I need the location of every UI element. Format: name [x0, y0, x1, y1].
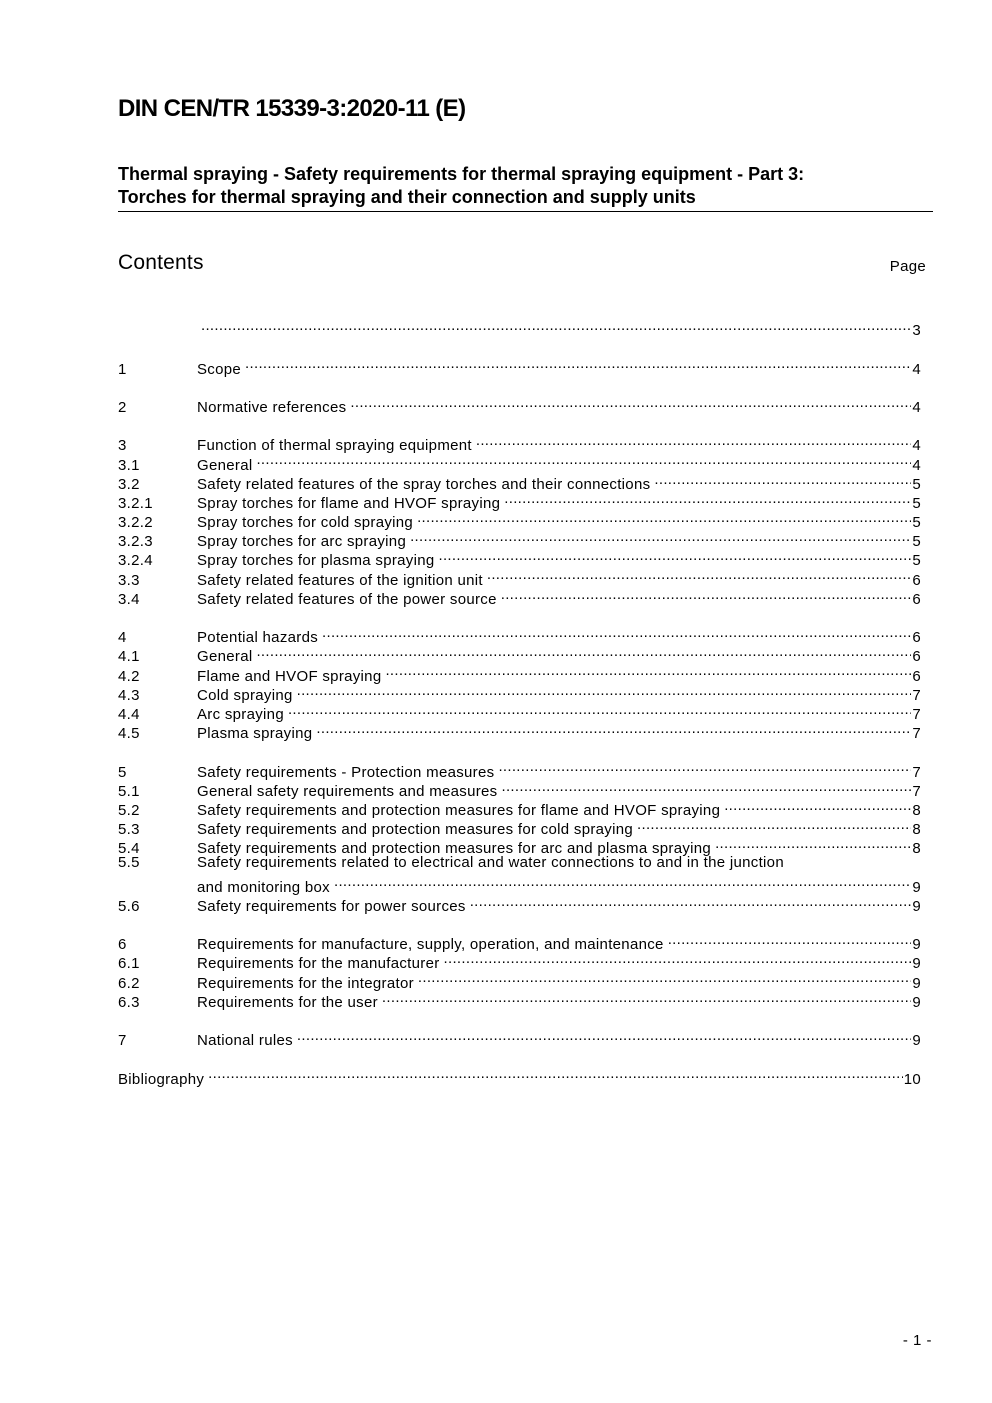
toc-dot-leader — [504, 489, 911, 508]
toc-entry-title: Spray torches for arc spraying — [197, 533, 407, 551]
toc-entry-page: 6 — [912, 590, 921, 608]
toc-entry-page: 7 — [912, 782, 921, 800]
toc-entry-number: 7 — [118, 1032, 127, 1050]
toc-dot-leader — [501, 777, 911, 796]
page-column-heading: Page — [889, 258, 926, 275]
toc-dot-leader — [637, 815, 911, 834]
toc-dot-leader — [487, 565, 911, 584]
toc-entry-number: 5 — [118, 763, 127, 781]
toc-entry-title: Normative references — [197, 398, 347, 416]
toc-entry-page: 10 — [903, 1070, 921, 1088]
toc-dot-leader — [297, 1026, 911, 1045]
contents-heading: Contents — [118, 251, 204, 274]
toc-entry-title: Safety related features of the ignition unit — [197, 571, 483, 589]
toc-entry-title: Flame and HVOF spraying — [197, 667, 382, 685]
toc-entry-number: 3 — [118, 437, 127, 455]
toc-entry-title: General — [197, 456, 253, 474]
toc-entry-number: 5.6 — [118, 897, 140, 915]
toc-entry-title: Safety requirements related to electrical and water connections to and in the junction — [197, 854, 784, 872]
toc-dot-leader — [382, 988, 911, 1007]
toc-entry-title: Requirements for the manufacturer — [197, 955, 440, 973]
toc-entry-title: Spray torches for flame and HVOF spraying — [197, 494, 501, 512]
toc-entry[interactable] — [118, 1026, 921, 1050]
toc-dot-leader — [288, 700, 911, 719]
document-id: DIN CEN/TR 15339-3:2020-11 (E) — [118, 95, 466, 122]
toc-entry[interactable] — [118, 354, 921, 378]
toc-dot-leader — [410, 527, 911, 546]
toc-entry-title: Safety requirements and protection measures for cold spraying — [197, 821, 634, 839]
toc-entry-number: 5.1 — [118, 782, 140, 800]
toc-entry-number: 4.3 — [118, 686, 140, 704]
toc-entry-number: 3.2.1 — [118, 494, 153, 512]
toc-entry-title: Spray torches for plasma spraying — [197, 552, 435, 570]
toc-entry-title: Function of thermal spraying equipment — [197, 437, 472, 455]
toc-entry[interactable] — [118, 431, 921, 455]
toc-dot-leader — [201, 316, 911, 335]
toc-entry-number: 6.3 — [118, 993, 140, 1011]
table-of-contents — [118, 316, 921, 1088]
toc-dot-leader — [297, 681, 912, 700]
toc-entry[interactable] — [118, 316, 921, 340]
toc-entry-page: 4 — [912, 437, 921, 455]
toc-dot-leader — [417, 508, 911, 527]
toc-entry-title: Bibliography — [118, 1070, 205, 1088]
toc-entry-bibliography[interactable] — [118, 1064, 921, 1088]
toc-entry[interactable] — [118, 757, 921, 781]
toc-entry-page: 7 — [912, 705, 921, 723]
toc-entry-title: Safety related features of the power source — [197, 590, 497, 608]
toc-dot-leader — [208, 1064, 903, 1083]
toc-entry-number: 3.2.4 — [118, 552, 153, 570]
toc-dot-leader — [470, 892, 912, 911]
toc-dot-leader — [350, 393, 911, 412]
toc-dot-leader — [385, 661, 911, 680]
toc-entry-number: 3.2.3 — [118, 533, 153, 551]
toc-dot-leader — [245, 354, 911, 373]
toc-entry-page: 9 — [912, 974, 921, 992]
toc-entry-title: Plasma spraying — [197, 725, 313, 743]
toc-entry-page: 7 — [912, 686, 921, 704]
toc-entry-title: Requirements for the integrator — [197, 974, 414, 992]
toc-entry-page: 9 — [912, 897, 921, 915]
toc-dot-leader — [476, 431, 911, 450]
toc-entry-title: Arc spraying — [197, 705, 284, 723]
toc-entry-page: 5 — [912, 494, 921, 512]
toc-entry[interactable] — [118, 930, 921, 954]
toc-entry-page: 5 — [912, 514, 921, 532]
toc-entry-page: 8 — [912, 801, 921, 819]
toc-dot-leader — [654, 470, 911, 489]
toc-entry-page: 6 — [912, 571, 921, 589]
toc-entry-title: National rules — [197, 1032, 293, 1050]
toc-entry-number: 3.1 — [118, 456, 140, 474]
toc-entry-number: 5.5 — [118, 854, 140, 872]
toc-entry-number: 3.4 — [118, 590, 140, 608]
toc-entry-number: 1 — [118, 360, 127, 378]
toc-dot-leader — [322, 623, 911, 642]
toc-entry-number: 4.4 — [118, 705, 140, 723]
toc-entry-title: General safety requirements and measures — [197, 782, 498, 800]
toc-dot-leader — [724, 796, 911, 815]
toc-entry-number: 4 — [118, 629, 127, 647]
toc-entry-number: 2 — [118, 398, 127, 416]
toc-entry-page: 5 — [912, 533, 921, 551]
toc-entry-title: Requirements for manufacture, supply, operation, and maintenance — [197, 936, 664, 954]
toc-dot-leader — [256, 450, 911, 469]
page-number: - 1 - — [902, 1332, 932, 1349]
toc-entry-number: 3.3 — [118, 571, 140, 589]
toc-entry-page: 6 — [912, 629, 921, 647]
toc-entry-title: Safety requirements - Protection measures — [197, 763, 495, 781]
toc-entry-number: 3.2 — [118, 475, 140, 493]
toc-entry-number: 3.2.2 — [118, 514, 153, 532]
toc-entry-page: 8 — [912, 821, 921, 839]
toc-entry[interactable] — [118, 853, 921, 872]
toc-entry-number: 4.2 — [118, 667, 140, 685]
toc-entry-number: 6 — [118, 936, 127, 954]
toc-entry-title: Potential hazards — [197, 629, 319, 647]
toc-dot-leader — [668, 930, 912, 949]
subtitle-line-2: Torches for thermal spraying and their connection and supply units — [118, 187, 696, 207]
toc-entry-title: Safety requirements and protection measures for flame and HVOF spraying — [197, 801, 721, 819]
toc-entry-number: 5.3 — [118, 821, 140, 839]
toc-entry-continuation[interactable] — [118, 872, 921, 896]
toc-dot-leader — [256, 642, 911, 661]
toc-dot-leader — [439, 546, 912, 565]
toc-entry-number: 4.1 — [118, 648, 140, 666]
toc-entry-page: 9 — [912, 936, 921, 954]
toc-entry-page: 6 — [912, 648, 921, 666]
toc-entry-page: 5 — [912, 552, 921, 570]
toc-entry[interactable] — [118, 623, 921, 647]
toc-entry-page: 7 — [912, 725, 921, 743]
toc-entry-title-continued: and monitoring box — [197, 878, 330, 896]
toc-dot-leader — [498, 757, 911, 776]
toc-dot-leader — [715, 834, 911, 853]
toc-dot-leader — [316, 719, 911, 738]
toc-entry-title: Safety related features of the spray torches and their connections — [197, 475, 651, 493]
toc-entry-page: 4 — [912, 360, 921, 378]
toc-entry-page: 9 — [912, 878, 921, 896]
toc-entry-page: 4 — [912, 456, 921, 474]
toc-dot-leader — [418, 968, 911, 987]
subtitle-line-1: Thermal spraying - Safety requirements for thermal spraying equipment - Part 3: — [118, 164, 805, 184]
toc-entry-title: Spray torches for cold spraying — [197, 514, 414, 532]
toc-entry-number: 4.5 — [118, 725, 140, 743]
toc-entry-page: 9 — [912, 993, 921, 1011]
toc-entry-number: 6.2 — [118, 974, 140, 992]
toc-dot-leader — [444, 949, 912, 968]
toc-entry-title: General — [197, 648, 253, 666]
toc-entry-page: 6 — [912, 667, 921, 685]
toc-entry-page: 8 — [912, 840, 921, 858]
toc-dot-leader — [501, 585, 912, 604]
toc-entry-page: 3 — [912, 322, 921, 340]
toc-entry-number: 5.4 — [118, 840, 140, 858]
toc-entry[interactable] — [118, 393, 921, 416]
toc-entry-page: 9 — [912, 1032, 921, 1050]
toc-entry-number: 6.1 — [118, 955, 140, 973]
toc-entry-title: Safety requirements for power sources — [197, 897, 466, 915]
toc-entry-page: 5 — [912, 475, 921, 493]
document-subtitle — [118, 163, 933, 212]
toc-entry-page: 7 — [912, 763, 921, 781]
toc-dot-leader — [334, 872, 911, 891]
toc-entry-number: 5.2 — [118, 801, 140, 819]
toc-entry-page: 4 — [912, 398, 921, 416]
toc-entry-title: Requirements for the user — [197, 993, 378, 1011]
toc-entry-page: 9 — [912, 955, 921, 973]
toc-entry-title: Safety requirements and protection measures for arc and plasma spraying — [197, 840, 712, 858]
toc-entry-title: Cold spraying — [197, 686, 293, 704]
toc-entry-title: Scope — [197, 360, 242, 378]
